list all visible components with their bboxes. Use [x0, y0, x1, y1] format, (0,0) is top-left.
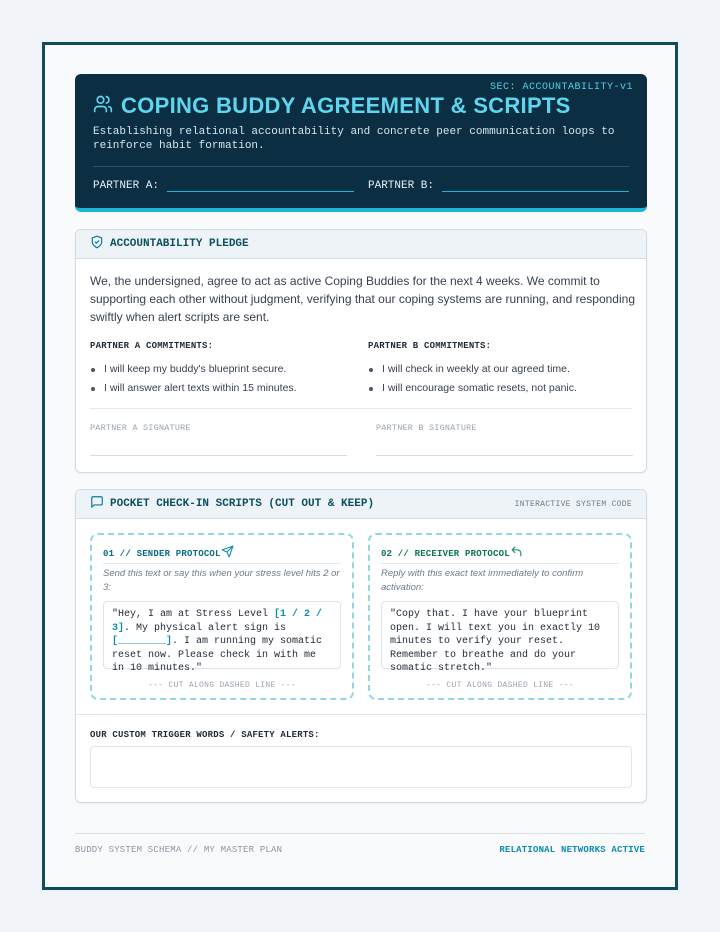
- scripts-heading: POCKET CHECK-IN SCRIPTS (CUT OUT & KEEP): [110, 498, 375, 510]
- page-footer: [75, 833, 645, 855]
- partner-a-label: PARTNER A:: [93, 180, 160, 192]
- partner-b-commitments-heading: PARTNER B COMMITMENTS:: [368, 341, 492, 351]
- alert-sign-blank[interactable]: [________]: [112, 636, 173, 647]
- message-square-icon: [90, 495, 104, 514]
- pledge-header: [76, 230, 646, 259]
- sender-message-text: "Hey, I am at Stress Level: [112, 609, 275, 620]
- scripts-header: [76, 490, 646, 519]
- sender-protocol-title: 01 // SENDER PROTOCOL: [103, 549, 221, 559]
- header-banner: [75, 74, 647, 212]
- trigger-words-field[interactable]: [90, 746, 632, 788]
- partner-b-commitments: [368, 341, 618, 398]
- users-icon: [93, 94, 113, 119]
- scripts-divider: [76, 714, 646, 715]
- scripts-tag: INTERACTIVE SYSTEM CODE: [514, 499, 632, 509]
- list-item: I will keep my buddy's blueprint secure.: [90, 360, 340, 379]
- receiver-protocol-title: 02 // RECEIVER PROTOCOL: [381, 549, 510, 559]
- sender-protocol-header: [103, 545, 341, 564]
- partner-b-field: [368, 178, 629, 192]
- pledge-heading: ACCOUNTABILITY PLEDGE: [110, 238, 249, 250]
- cut-line-label: --- CUT ALONG DASHED LINE ---: [148, 681, 296, 690]
- footer-left-text: BUDDY SYSTEM SCHEMA // MY MASTER PLAN: [75, 845, 283, 855]
- page-description: Establishing relational accountability and concrete peer communication loops to reinforce habit formation.: [93, 126, 615, 152]
- partner-b-signature-label: PARTNER B SIGNATURE: [376, 423, 477, 433]
- pledge-card: [75, 229, 647, 473]
- reply-icon: [510, 545, 523, 563]
- sender-message-text: . My physical alert sign is: [124, 622, 287, 634]
- sender-message: [103, 601, 341, 674]
- footer-status: RELATIONAL NETWORKS ACTIVE: [499, 845, 645, 855]
- sender-protocol-card: [90, 533, 354, 700]
- sender-message-text: . I am running my somatic reset now. Please check in with me in 10 minutes.": [112, 636, 323, 674]
- send-icon: [221, 545, 234, 563]
- pledge-divider: [90, 408, 632, 409]
- list-item: I will check in weekly at our agreed time.: [368, 360, 618, 379]
- partner-a-signature: [90, 423, 347, 456]
- receiver-message: "Copy that. I have your blueprint open. I will text you in exactly 10 minutes to verify your reset. Remember to breathe and do your somatic stretch.": [381, 601, 619, 669]
- title-row: [93, 93, 571, 119]
- partner-names: [93, 178, 629, 192]
- section-code: SEC: ACCOUNTABILITY-v1: [489, 82, 633, 93]
- pledge-statement: We, the undersigned, agree to act as active Coping Buddies for the next 4 weeks. We commit to supporting each other without judgment, verifying that our coping systems are running, and responding swiftly when alert scripts are sent.: [90, 274, 635, 324]
- partner-b-signature-line[interactable]: [376, 455, 633, 456]
- header-divider: [93, 166, 629, 167]
- partner-b-label: PARTNER B:: [368, 180, 435, 192]
- shield-check-icon: [90, 235, 104, 254]
- receiver-intro: Reply with this exact text immediately to confirm activation:: [381, 568, 584, 593]
- partner-a-signature-label: PARTNER A SIGNATURE: [90, 423, 191, 433]
- receiver-protocol-header: [381, 545, 619, 564]
- partner-a-commitments: [90, 341, 340, 398]
- stress-level-options: [1 / 2 / 3]: [112, 609, 323, 634]
- partner-a-commitments-heading: PARTNER A COMMITMENTS:: [90, 341, 214, 351]
- page-title: COPING BUDDY AGREEMENT & SCRIPTS: [121, 93, 571, 118]
- scripts-card: [75, 489, 647, 803]
- receiver-protocol-card: [368, 533, 632, 700]
- partner-a-name-line[interactable]: [167, 178, 354, 192]
- partner-a-signature-line[interactable]: [90, 455, 347, 456]
- trigger-words-label: OUR CUSTOM TRIGGER WORDS / SAFETY ALERTS:: [90, 730, 320, 740]
- partner-b-name-line[interactable]: [442, 178, 629, 192]
- cut-line-label: --- CUT ALONG DASHED LINE ---: [426, 681, 574, 690]
- sender-intro: Send this text or say this when your stress level hits 2 or 3:: [103, 568, 340, 593]
- list-item: I will answer alert texts within 15 minutes.: [90, 379, 340, 398]
- page-frame: [42, 42, 678, 890]
- partner-a-field: [93, 178, 354, 192]
- list-item: I will encourage somatic resets, not panic.: [368, 379, 618, 398]
- partner-b-signature: [376, 423, 633, 456]
